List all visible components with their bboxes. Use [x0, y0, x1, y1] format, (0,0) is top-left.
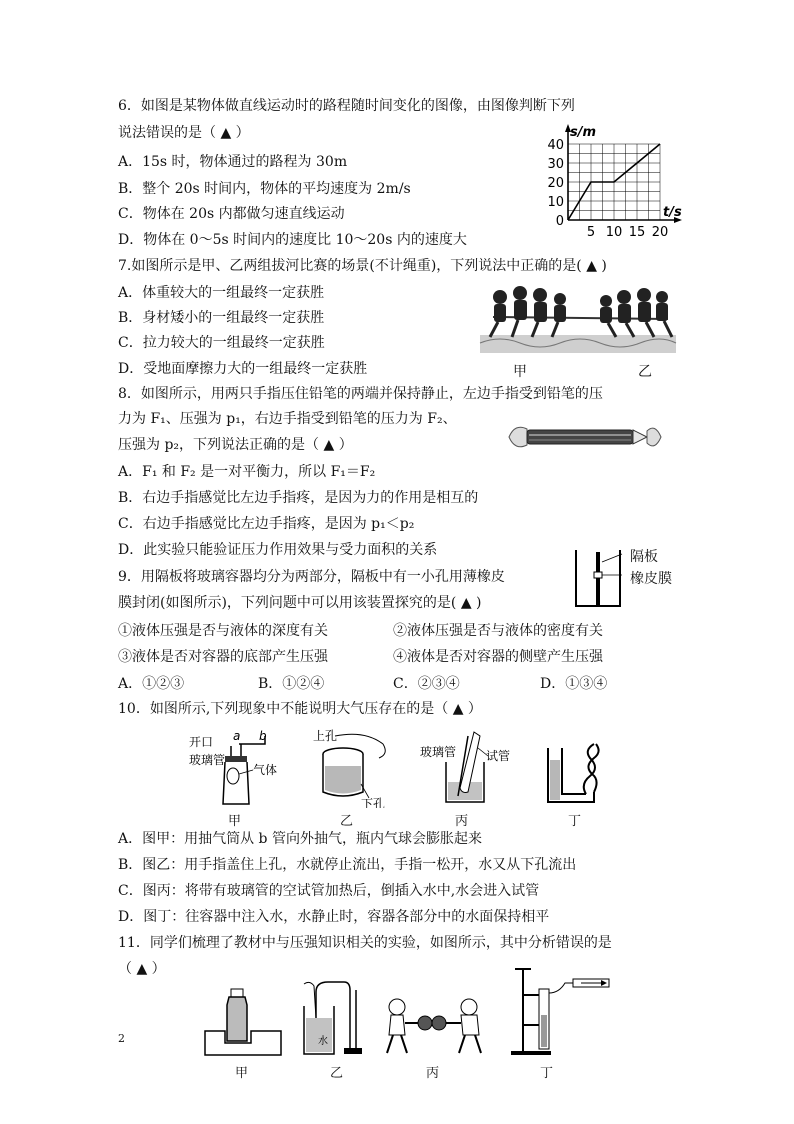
- q10-label-glass-tube: 玻璃管: [189, 753, 226, 767]
- q8-stem-line1: 8．如图所示，用两只手指压住铅笔的两端并保持静止，左边手指受到铅笔的压: [118, 386, 603, 402]
- q11-fig-jia-bottle-on-sponge: [203, 985, 283, 1057]
- q9-label-partition: 隔板: [630, 549, 658, 565]
- page-number: 2: [118, 1032, 125, 1045]
- q10-option-c: C．图丙：将带有玻璃管的空试管加热后，倒插入水中,水会进入试管: [118, 883, 540, 899]
- graph-x-axis-label: t/s: [663, 205, 682, 220]
- q9-statement-2: ②液体压强是否与液体的密度有关: [393, 623, 603, 639]
- q10-label-gas: 气体: [253, 763, 278, 777]
- q10-label-a: a: [233, 729, 241, 743]
- q6-distance-time-graph: [530, 122, 690, 242]
- q8-stem-line2: 力为 F₁、压强为 p₁，右边手指受到铅笔的压力为 F₂、: [118, 411, 457, 427]
- q11-caption-jia: 甲: [235, 1066, 249, 1081]
- q11-fig-yi-pressure-gauge: [300, 978, 370, 1058]
- q8-option-d: D．此实验只能验证压力作用效果与受力面积的关系: [118, 542, 438, 558]
- q6-stem-line1: 6．如图是某物体做直线运动时的路程随时间变化的图像，由图像判断下列: [118, 98, 575, 114]
- q7-option-c: C．拉力较大的一组最终一定获胜: [118, 335, 325, 351]
- q7-label-yi: 乙: [638, 364, 652, 380]
- q10-option-a: A．图甲：用抽气筒从 b 管向外抽气，瓶内气球会膨胀起来: [118, 831, 482, 847]
- q10-caption-ding: 丁: [568, 814, 582, 829]
- q9-statement-3: ③液体是否对容器的底部产生压强: [118, 649, 328, 665]
- q10-label-top-hole: 上孔: [313, 729, 338, 743]
- x-tick-label: 10: [605, 225, 623, 240]
- y-tick-label: 10: [547, 195, 564, 210]
- q10-option-b: B．图乙：用手指盖住上孔，水就停止流出，手指一松开，水又从下孔流出: [118, 857, 577, 873]
- q11-caption-bing: 丙: [426, 1066, 440, 1081]
- q6-stem-line2: 说法错误的是（ ▲ ）: [118, 125, 250, 141]
- q11-label-water: 水: [318, 1036, 328, 1047]
- q7-stem: 7.如图所示是甲、乙两组拔河比赛的场景(不计绳重)，下列说法中正确的是( ▲ ): [118, 258, 607, 274]
- q11-caption-ding: 丁: [540, 1066, 554, 1081]
- q9-stem-line1: 9．用隔板将玻璃容器均分为两部分，隔板中有一小孔用薄橡皮: [118, 569, 505, 585]
- q10-fig-ding-connected-vessel: [540, 740, 610, 808]
- q10-label-test-tube: 试管: [486, 749, 511, 763]
- q7-label-jia: 甲: [513, 364, 527, 380]
- q9-statement-4: ④液体是否对容器的侧壁产生压强: [393, 649, 603, 665]
- q8-option-c: C．右边手指感觉比左边手指疼，是因为 p₁＜p₂: [118, 516, 415, 532]
- q8-option-a: A．F₁ 和 F₂ 是一对平衡力，所以 F₁＝F₂: [118, 464, 376, 480]
- q9-option-a: A．①②③: [118, 676, 185, 692]
- x-tick-label: 15: [628, 225, 646, 240]
- x-tick-label: 5: [586, 225, 596, 240]
- q10-fig-bing-test-tube: [418, 726, 518, 808]
- q10-fig-jia-bottle-balloon: [185, 726, 285, 808]
- q9-option-c: C．②③④: [393, 676, 460, 692]
- x-tick-label: 20: [651, 225, 669, 240]
- q6-option-b: B．整个 20s 时间内，物体的平均速度为 2m/s: [118, 181, 411, 197]
- q7-option-b: B．身材矮小的一组最终一定获胜: [118, 310, 325, 326]
- y-tick-label: 20: [547, 176, 564, 191]
- q7-option-d: D．受地面摩擦力大的一组最终一定获胜: [118, 361, 368, 377]
- graph-y-ticks: [547, 138, 564, 229]
- q8-stem-line3: 压强为 p₂，下列说法正确的是（ ▲ ）: [118, 437, 353, 453]
- q7-option-a: A．体重较大的一组最终一定获胜: [118, 285, 325, 301]
- q10-option-d: D．图丁：往容器中注入水，水静止时，容器各部分中的水面保持相平: [118, 909, 550, 925]
- graph-y-axis-label: s/m: [570, 125, 597, 140]
- q6-option-a: A．15s 时，物体通过的路程为 30m: [118, 154, 348, 170]
- q10-label-open: 开口: [189, 735, 214, 749]
- q6-option-d: D．物体在 0～5s 时间内的速度比 10～20s 内的速度大: [118, 232, 467, 248]
- q9-label-membrane: 橡皮膜: [630, 571, 672, 587]
- q10-label-b: b: [259, 729, 267, 743]
- q10-caption-yi: 乙: [340, 814, 354, 829]
- q10-label-glass-tube-2: 玻璃管: [420, 745, 457, 759]
- q10-fig-yi-container-holes: [305, 726, 395, 808]
- y-tick-label: 40: [547, 138, 564, 153]
- q7-tug-of-war-illustration: [478, 283, 678, 359]
- q11-stem: 11．同学们梳理了教材中与压强知识相关的实验，如图所示，其中分析错误的是: [118, 935, 612, 951]
- q9-stem-line2: 膜封闭(如图所示)，下列问题中可以用该装置探究的是( ▲ ): [118, 595, 482, 611]
- q9-statement-1: ①液体压强是否与液体的深度有关: [118, 623, 328, 639]
- q9-partitioned-container: [572, 548, 624, 610]
- q9-option-d: D．①③④: [540, 676, 608, 692]
- q10-stem: 10．如图所示,下列现象中不能说明大气压存在的是（ ▲ ）: [118, 701, 482, 717]
- q11-fig-bing-magdeburg-hemispheres: [383, 995, 483, 1057]
- q11-fig-ding-syringe-apparatus: [505, 965, 615, 1057]
- y-tick-label: 30: [547, 157, 564, 172]
- q10-label-bottom-hole: 下孔: [361, 797, 386, 808]
- graph-x-ticks: [587, 225, 668, 240]
- q10-caption-bing: 丙: [455, 814, 469, 829]
- y-tick-label: 0: [555, 214, 564, 229]
- q8-pencil-between-fingers: [505, 420, 665, 454]
- q11-caption-yi: 乙: [330, 1066, 344, 1081]
- q6-option-c: C．物体在 20s 内都做匀速直线运动: [118, 206, 345, 222]
- q11-answer-mark: （ ▲ ）: [118, 961, 166, 977]
- q9-option-b: B．①②④: [258, 676, 325, 692]
- q8-option-b: B．右边手指感觉比左边手指疼，是因为力的作用是相互的: [118, 490, 479, 506]
- q10-caption-jia: 甲: [228, 814, 242, 829]
